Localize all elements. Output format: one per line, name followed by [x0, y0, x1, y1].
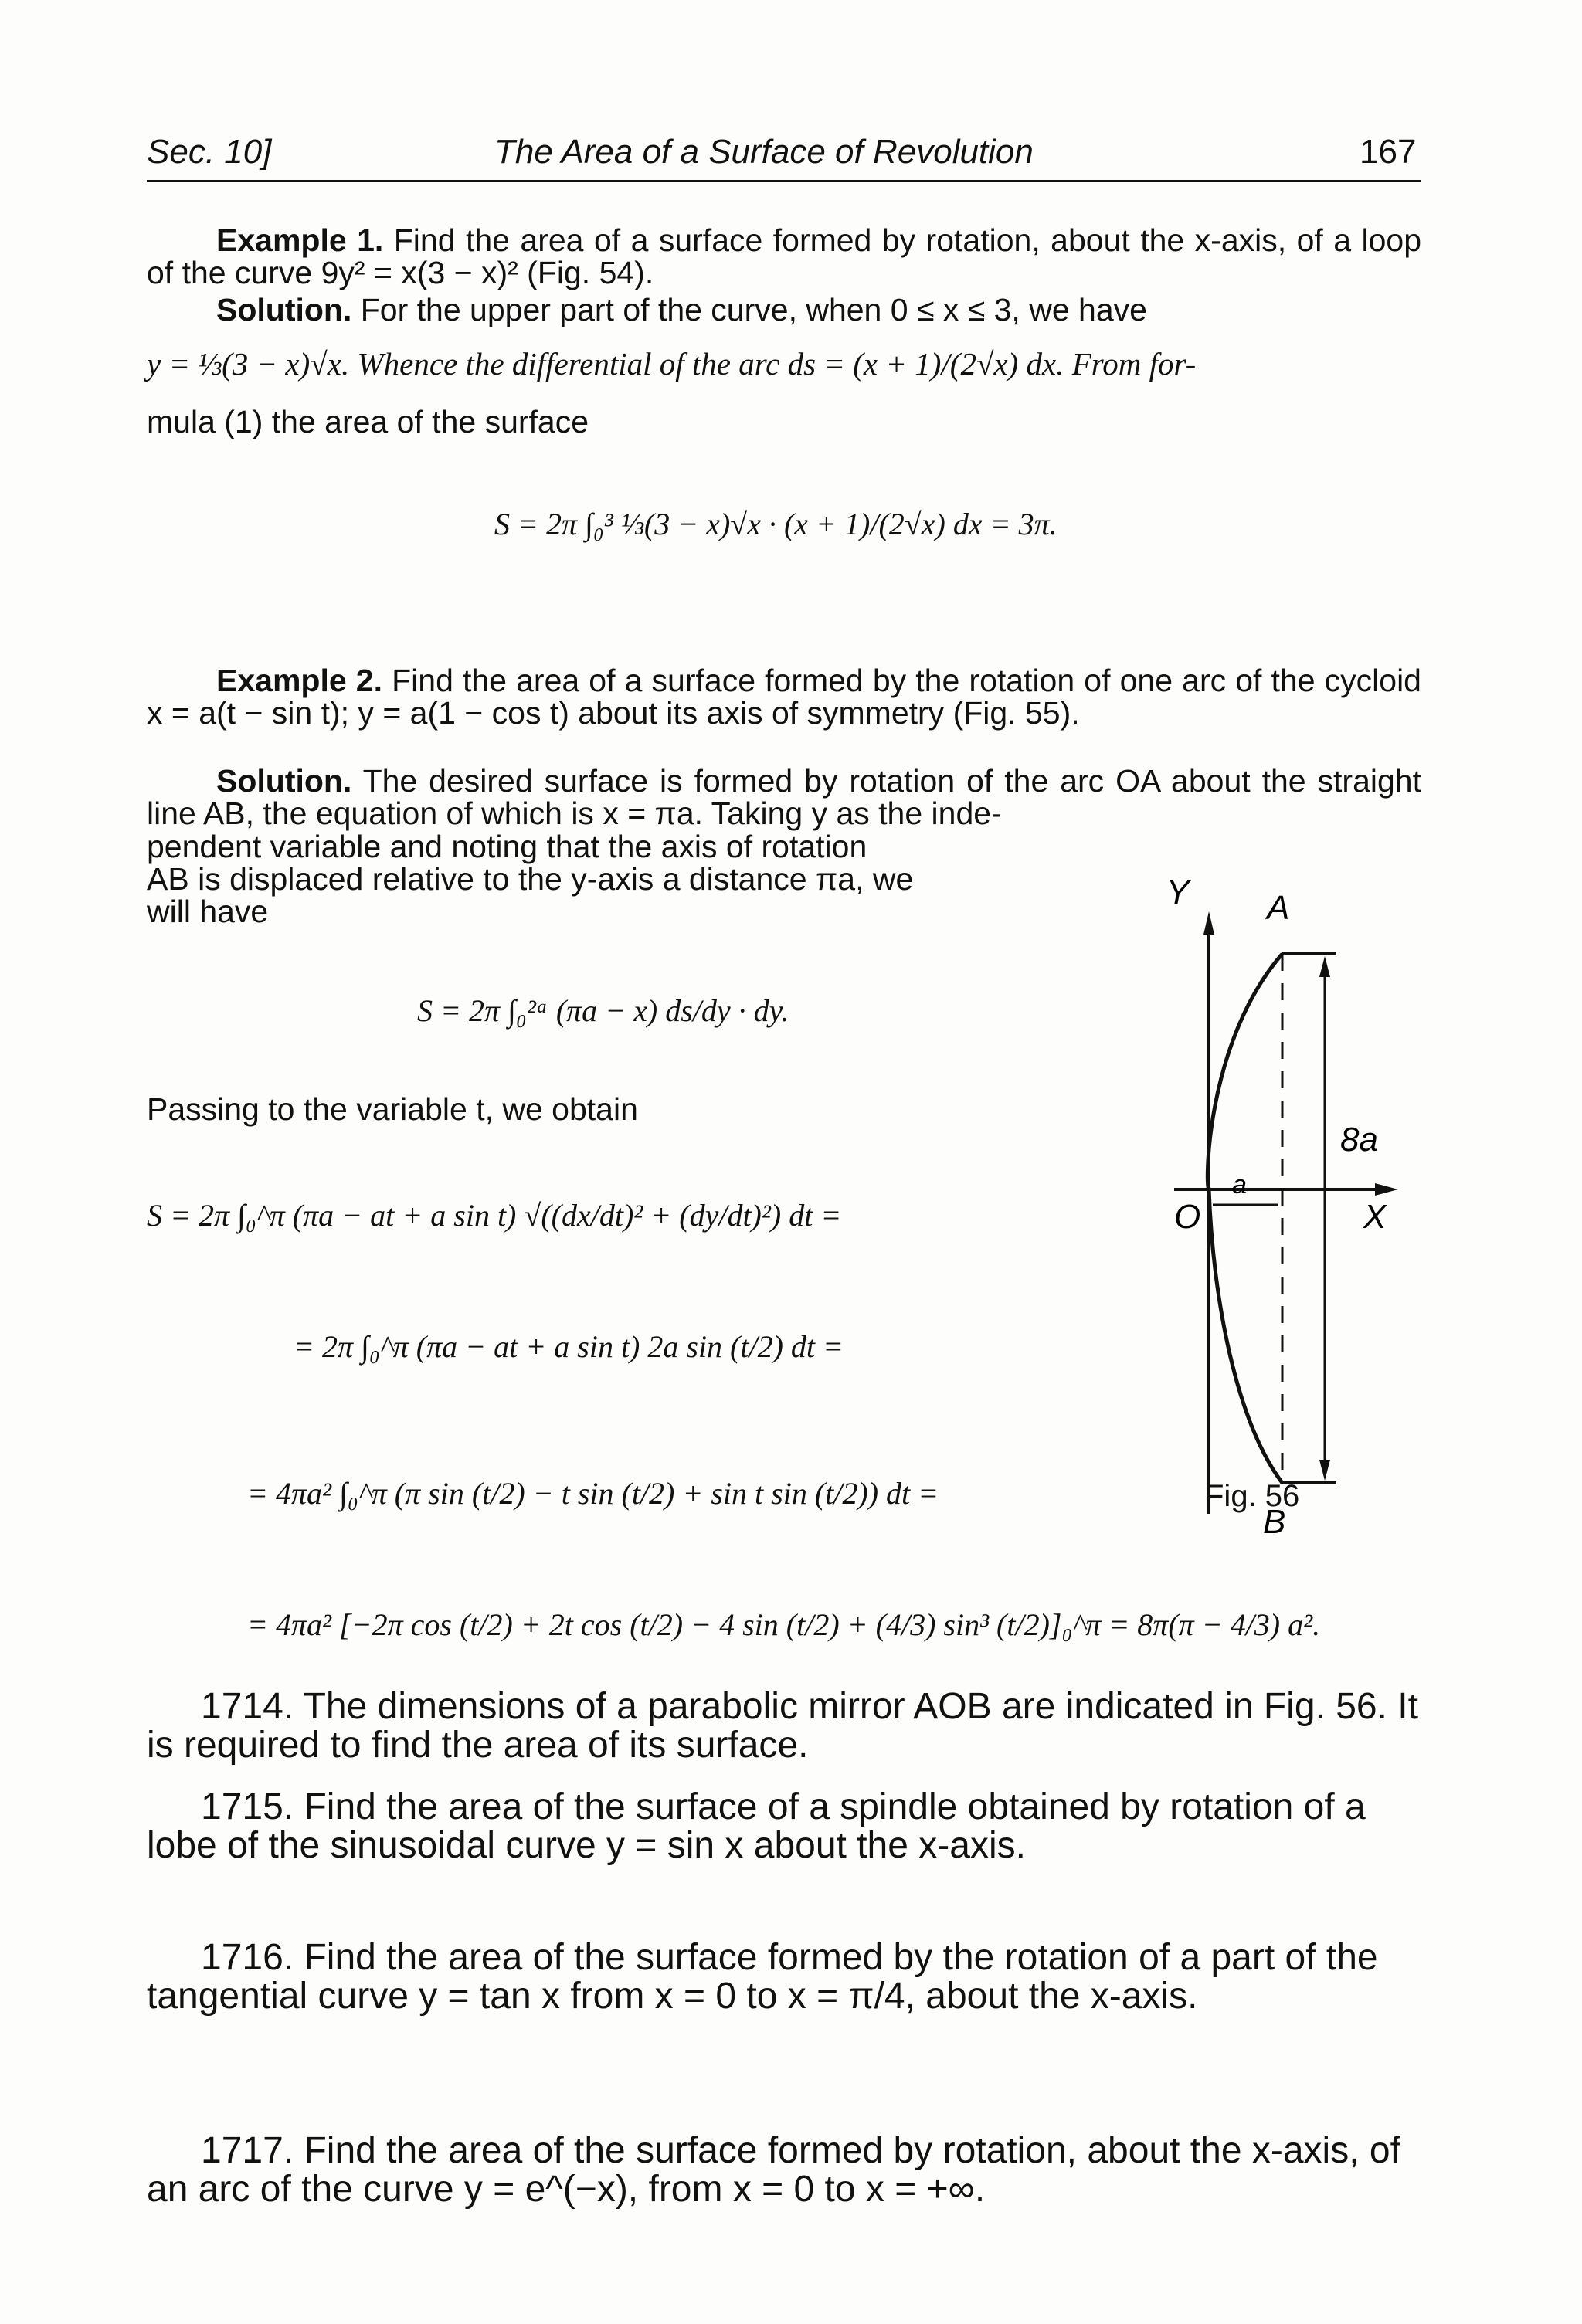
- problem-text: Find the area of the surface formed by the rotation of a part of the tangential curve y = tan x from x = 0 to x = π/4, about the x-axis.: [147, 1937, 1378, 2017]
- example-2-label: Example 2.: [216, 663, 382, 698]
- problem-text: Find the area of the surface formed by rotation, about the x-axis, of an arc of the curve y = e^(−x), from x = 0 to x = +∞.: [147, 2130, 1400, 2210]
- example-2-solution-text4: will have: [147, 894, 269, 929]
- figure-caption: Fig. 56: [1205, 1479, 1300, 1513]
- dimension-8a-arrow-top: [1319, 956, 1330, 977]
- figure-label-A: A: [1267, 889, 1290, 927]
- problem-number: 1715.: [201, 1786, 294, 1827]
- section-label: Sec. 10]: [147, 133, 272, 171]
- example-2-formula-2: S = 2π ∫₀^π (πa − at + a sin t) √((dx/dt)² + (dy/dt)²) dt =: [147, 1198, 842, 1233]
- header-rule: [147, 180, 1421, 182]
- dimension-8a-arrow-bottom: [1319, 1460, 1330, 1481]
- example-1-formula: S = 2π ∫₀³ ⅓(3 − x)√x · (x + 1)/(2√x) dx = 3π.: [494, 507, 1057, 541]
- problem-1717: [147, 2132, 1421, 2209]
- example-2-formula-3: = 2π ∫₀^π (πa − at + a sin t) 2a sin (t/2) dt =: [294, 1329, 844, 1364]
- example-2-solution-label: Solution.: [216, 763, 352, 799]
- page-number: 167: [1360, 133, 1417, 171]
- problem-1715: [147, 1788, 1421, 1865]
- passing-text: Passing to the variable t, we obtain: [147, 1091, 638, 1127]
- parabola-curve: [1207, 954, 1282, 1483]
- figure-label-a: a: [1232, 1170, 1247, 1199]
- problem-text: Find the area of the surface of a spindle obtained by rotation of a lobe of the sinusoidal curve y = sin x about the x-axis.: [147, 1786, 1366, 1866]
- example-1-solution-text1: For the upper part of the curve, when 0 ≤ x ≤ 3, we have: [360, 292, 1147, 327]
- problem-1716: [147, 1939, 1421, 2016]
- problem-1714: [147, 1688, 1421, 1765]
- example-1-solution-label: Solution.: [216, 292, 352, 327]
- example-1-text: Find the area of a surface formed by rotation, about the x-axis, of a loop of the curve 9y² = x(3 − x)² (Fig. 54).: [147, 222, 1421, 290]
- y-axis-arrow: [1203, 911, 1214, 935]
- example-2-formula-5: = 4πa² [−2π cos (t/2) + 2t cos (t/2) − 4 sin (t/2) + (4/3) sin³ (t/2)]₀^π = 8π(π − 4/3) a².: [247, 1607, 1321, 1642]
- figure-label-B: B: [1263, 1503, 1286, 1541]
- example-1-solution-line2: y = ⅓(3 − x)√x. Whence the differential of the arc ds = (x + 1)/(2√x) dx. From for-: [147, 346, 1197, 382]
- example-2-solution: [147, 765, 1421, 830]
- figure-56: [1151, 865, 1421, 1545]
- problem-number: 1716.: [201, 1937, 294, 1978]
- running-title: The Area of a Surface of Revolution: [494, 133, 1034, 171]
- example-2-formula-1: S = 2π ∫₀²ᵃ (πa − x) ds/dy · dy.: [417, 993, 789, 1028]
- example-2-solution-text1: The desired surface is formed by rotation of the arc OA about the straight line AB, the equation of which is x = πa. Taking y as the inde-: [147, 763, 1421, 831]
- problem-number: 1714.: [201, 1686, 294, 1727]
- example-2-statement: [147, 664, 1421, 729]
- figure-label-X: X: [1363, 1198, 1387, 1236]
- example-1-statement: [147, 224, 1421, 289]
- figure-label-O: O: [1174, 1198, 1201, 1236]
- example-2-solution-text3: AB is displaced relative to the y-axis a distance πa, we: [147, 861, 914, 897]
- example-1-label: Example 1.: [216, 222, 384, 258]
- problem-text: The dimensions of a parabolic mirror AOB are indicated in Fig. 56. It is required to find the area of its surface.: [147, 1686, 1418, 1766]
- figure-label-8a: 8a: [1340, 1121, 1378, 1159]
- figure-label-Y: Y: [1166, 874, 1190, 911]
- problem-number: 1717.: [201, 2130, 294, 2171]
- x-axis-arrow: [1375, 1183, 1398, 1196]
- example-1-solution-line3: mula (1) the area of the surface: [147, 404, 589, 439]
- example-1-solution-line1: [147, 293, 1421, 326]
- example-2-solution-text2: pendent variable and noting that the axis of rotation: [147, 829, 867, 864]
- example-2-formula-4: = 4πa² ∫₀^π (π sin (t/2) − t sin (t/2) + sin t sin (t/2)) dt =: [247, 1476, 939, 1511]
- example-2-text: Find the area of a surface formed by the rotation of one arc of the cycloid x = a(t − sin t); y = a(1 − cos t) about its axis of symmetry (Fig. 55).: [147, 663, 1421, 731]
